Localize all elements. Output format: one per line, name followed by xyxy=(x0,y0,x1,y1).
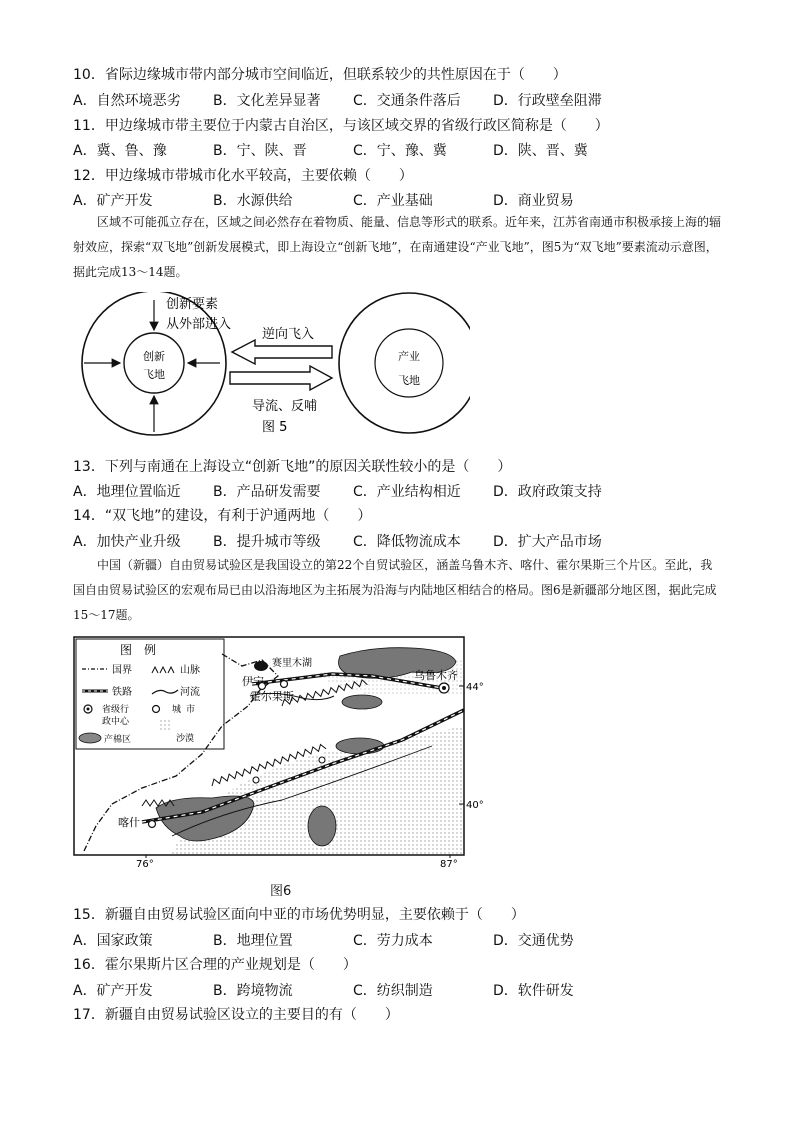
question-10-stem: 10．省际边缘城市带内部分城市空间临近，但联系较少的共性原因在于（ ） xyxy=(73,67,567,83)
label-lon-87: 87° xyxy=(440,859,458,868)
legend-river-label: 河流 xyxy=(180,687,200,698)
label-industry-1: 产业 xyxy=(398,350,420,363)
label-lat-40: 40° xyxy=(466,800,484,811)
label-innovation-1: 创新 xyxy=(143,350,165,363)
option-b[interactable]: B．文化差异显著 xyxy=(213,93,321,109)
label-yining: 伊宁 xyxy=(242,675,264,688)
option-a[interactable]: A．冀、鲁、豫 xyxy=(73,143,167,159)
option-c[interactable]: C．产业基础 xyxy=(353,193,433,209)
arrow-reverse-flow xyxy=(232,340,332,364)
option-a[interactable]: A．自然环境恶劣 xyxy=(73,93,181,109)
legend-capital-label-2: 政中心 xyxy=(102,717,130,727)
question-13-stem: 13．下列与南通在上海设立“创新飞地”的原因关联性较小的是（ ） xyxy=(73,459,512,475)
option-d[interactable]: D．陕、晋、冀 xyxy=(493,143,588,159)
question-14-stem: 14．“双飞地”的建设，有利于沪通两地（ ） xyxy=(73,508,372,524)
question-12-stem: 12．甲边缘城市带城市化水平较高，主要依赖（ ） xyxy=(73,168,413,184)
label-industry-2: 飞地 xyxy=(398,374,420,387)
legend-city-symbol xyxy=(153,706,160,713)
innovation-enclave-circle xyxy=(124,333,184,393)
legend-capital-label-1: 省级行 xyxy=(102,705,130,715)
city-khorgos xyxy=(281,681,288,688)
option-a[interactable]: A．国家政策 xyxy=(73,933,153,949)
option-d[interactable]: D．扩大产品市场 xyxy=(493,534,602,550)
label-sayram-lake: 赛里木湖 xyxy=(272,658,312,669)
option-a[interactable]: A．地理位置临近 xyxy=(73,484,181,500)
legend-city-label-2: 市 xyxy=(186,705,196,715)
option-b[interactable]: B．水源供给 xyxy=(213,193,293,209)
option-c[interactable]: C．交通条件落后 xyxy=(353,93,461,109)
option-c[interactable]: C．产业结构相近 xyxy=(353,484,461,500)
option-a[interactable]: A．矿产开发 xyxy=(73,983,153,999)
label-inflow-2: 从外部进入 xyxy=(166,317,232,332)
city-aksu xyxy=(253,777,259,783)
question-16-stem: 16．霍尔果斯片区合理的产业规划是（ ） xyxy=(73,957,357,973)
legend-cotton-label: 产棉区 xyxy=(104,735,132,745)
city-kashgar xyxy=(149,821,156,828)
sayram-lake xyxy=(254,661,268,671)
outer-region-right xyxy=(339,293,470,433)
legend-title: 图 例 xyxy=(120,643,157,657)
figure-5-diagram xyxy=(70,292,470,442)
option-b[interactable]: B．提升城市等级 xyxy=(213,534,321,550)
legend-border-label: 国界 xyxy=(112,665,132,676)
question-17-stem: 17．新疆自由贸易试验区设立的主要目的有（ ） xyxy=(73,1007,399,1023)
passage-double-enclave: 区域不可能孤立存在，区域之间必然存在着物质、能量、信息等形式的联系。近年来，江苏省南通市积极承接上海的辐射效应，探索“双飞地”创新发展模式，即上海设立“创新飞地”，在南通建设“产业飞地”，图5为“双飞地”要素流动示意图，据此完成13～14题。 xyxy=(73,215,722,279)
label-urumqi: 乌鲁木齐 xyxy=(414,669,458,682)
cotton-area-aksu xyxy=(336,738,384,754)
cotton-area-south xyxy=(308,806,336,846)
option-d[interactable]: D．行政壁垒阻滞 xyxy=(493,93,602,109)
label-innovation-2: 飞地 xyxy=(143,368,165,381)
figure-6-map xyxy=(72,636,492,868)
label-lat-44: 44° xyxy=(466,682,484,693)
option-d[interactable]: D．政府政策支持 xyxy=(493,484,602,500)
legend-cotton-symbol xyxy=(79,733,101,743)
option-a[interactable]: A．矿产开发 xyxy=(73,193,153,209)
legend-desert-symbol xyxy=(158,720,172,730)
option-c[interactable]: C．纺织制造 xyxy=(353,983,433,999)
option-d[interactable]: D．商业贸易 xyxy=(493,193,574,209)
option-b[interactable]: B．产品研发需要 xyxy=(213,484,321,500)
option-c[interactable]: C．降低物流成本 xyxy=(353,534,461,550)
question-11-stem: 11．甲边缘城市带主要位于内蒙古自治区，与该区域交界的省级行政区简称是（ ） xyxy=(73,118,609,134)
figure-5-caption: 图 5 xyxy=(262,420,288,435)
cotton-area-basin xyxy=(342,695,382,709)
label-khorgos: 霍尔果斯 xyxy=(250,690,294,703)
city-kuqa xyxy=(319,757,325,763)
option-b[interactable]: B．地理位置 xyxy=(213,933,293,949)
label-inflow-1: 创新要素 xyxy=(166,297,219,312)
option-b[interactable]: B．宁、陕、晋 xyxy=(213,143,307,159)
option-d[interactable]: D．软件研发 xyxy=(493,983,574,999)
figure-6-caption: 图6 xyxy=(270,884,292,899)
option-c[interactable]: C．劳力成本 xyxy=(353,933,433,949)
question-15-stem: 15．新疆自由贸易试验区面向中亚的市场优势明显，主要依赖于（ ） xyxy=(73,907,525,923)
option-a[interactable]: A．加快产业升级 xyxy=(73,534,181,550)
arrow-forward-flow xyxy=(230,366,332,390)
legend-city-label-1: 城 xyxy=(172,705,182,715)
label-kashgar: 喀什 xyxy=(118,816,140,829)
passage-xinjiang-ftz: 中国（新疆）自由贸易试验区是我国设立的第22个自贸试验区，涵盖乌鲁木齐、喀什、霍尔果斯三个片区。至此，我国自由贸易试验区的宏观布局已由以沿海地区为主拓展为沿海与内陆地区相结合的格局。图6是新疆部分地区图，据此完成15～17题。 xyxy=(73,558,717,622)
label-reverse: 逆向飞入 xyxy=(262,327,315,342)
label-forward: 导流、反哺 xyxy=(252,399,318,414)
legend-desert-label: 沙漠 xyxy=(176,734,195,744)
label-lon-76: 76° xyxy=(136,859,154,868)
legend-rail-label: 铁路 xyxy=(112,687,132,698)
option-b[interactable]: B．跨境物流 xyxy=(213,983,293,999)
legend-mountain-label: 山脉 xyxy=(180,665,200,676)
option-c[interactable]: C．宁、豫、冀 xyxy=(353,143,447,159)
option-d[interactable]: D．交通优势 xyxy=(493,933,574,949)
